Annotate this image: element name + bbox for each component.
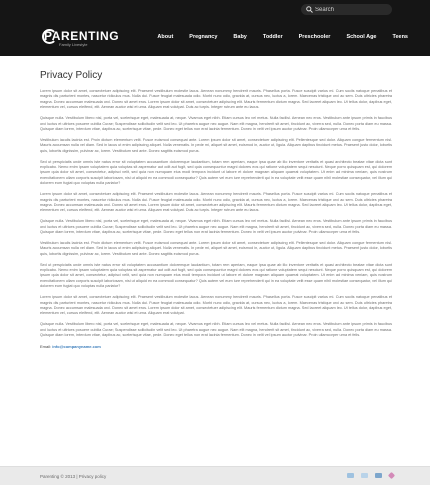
nav-item-school-age[interactable]: School Age <box>346 34 377 40</box>
main-content <box>0 56 430 466</box>
policy-paragraph: Sed ut perspiciatis unde omnis iste natus error sit voluptatem accusantium doloremque laudantium, totam rem aperiam, eaque ipsa quae ab illo inventore veritatis et quasi architecto beatae vitae dicta sunt explicabo. Nemo enim ipsam voluptatem quia voluptas sit aspernatur aut odit aut fugit, sed quia consequuntur magni dolores eos qui ratione voluptatem sequi nesciunt. Neque porro quisquam est, qui dolorem ipsum quia dolor sit amet, consectetur, adipisci velit, sed quia non numquam eius modi tempora incidunt ut labore et dolore magnam aliquam quaerat voluptatem. Ut enim ad minima veniam, quis nostrum exercitationem ullam corporis suscipit laboriosam, nisi ut aliquid ex ea commodi consequatur? Quis autem vel eum iure reprehenderit qui in ea voluptate velit esse quam nihil molestiae consequatur, vel illum qui dolorem eum fugiat quo voluptas nulla pariatur? <box>40 159 392 186</box>
nav-item-preschooler[interactable]: Preschooler <box>298 34 331 40</box>
site-logo[interactable] <box>44 30 119 48</box>
policy-paragraph: Quisque nulla. Vestibulum libero nisl, porta vel, scelerisque eget, malesuada at, neque. Vivamus eget nibh. Etiam cursus leo vel metus. Nulla facilisi. Aenean nec eros. Vestibulum ante ipsum primis in faucibus orci luctus et ultrices posuere cubilia Curae; Suspendisse sollicitudin velit sed leo. Ut pharetra augue nec augue. Nam elit magna, hendrerit sit amet, tincidunt ac, viverra sed, nulla. Donec porta diam eu massa. Quisque diam lorem, interdum vitae, dapibus ac, scelerisque vitae, pede. Donec eget tellus non erat lacinia fermentum. Donec in velit vel ipsum auctor pulvinar. Proin ullamcorper urna et felis. <box>40 322 392 338</box>
search-box[interactable] <box>301 4 392 15</box>
footer-copyright[interactable]: Parenting © 2013 | Privacy policy <box>40 474 107 479</box>
policy-paragraph: Quisque nulla. Vestibulum libero nisl, porta vel, scelerisque eget, malesuada at, neque. Vivamus eget nibh. Etiam cursus leo vel metus. Nulla facilisi. Aenean nec eros. Vestibulum ante ipsum primis in faucibus orci luctus et ultrices posuere cubilia Curae; Suspendisse sollicitudin velit sed leo. Ut pharetra augue nec augue. Nam elit magna, hendrerit sit amet, tincidunt ac, viverra sed, nulla. Donec porta diam eu massa. Quisque diam lorem, interdum vitae, dapibus ac, scelerisque vitae, pede. Donec eget tellus non erat lacinia fermentum. Donec in velit vel ipsum auctor pulvinar. Proin ullamcorper urna et felis. <box>40 116 392 131</box>
policy-paragraph: Quisque nulla. Vestibulum libero nisl, porta vel, scelerisque eget, malesuada at, neque. Vivamus eget nibh. Etiam cursus leo vel metus. Nulla facilisi. Aenean nec eros. Vestibulum ante ipsum primis in faucibus orci luctus et ultrices posuere cubilia Curae; Suspendisse sollicitudin velit sed leo. Ut pharetra augue nec augue. Nam elit magna, hendrerit sit amet, tincidunt ac, viverra sed, nulla. Donec porta diam eu massa. Quisque diam lorem, interdum vitae, dapibus ac, scelerisque vitae, pede. Donec eget tellus non erat lacinia fermentum. Donec in velit vel ipsum auctor pulvinar. Proin ullamcorper urna et felis. <box>40 219 392 235</box>
logo-name: PARENTING <box>44 29 120 43</box>
policy-paragraph: Lorem ipsum dolor sit amet, consectetuer adipiscing elit. Praesent vestibulum molestie lacus. Aenean nonummy hendrerit mauris. Phasellus porta. Fusce suscipit varius mi. Cum sociis natoque penatibus et magnis dis parturient montes, nascetur ridiculus mus. Nulla dui. Fusce feugiat malesuada odio. Morbi nunc odio, gravida at, cursus nec, luctus a, lorem. Maecenas tristique orci ac sem. Duis ultricies pharetra magna. Donec accumsan malesuada orci. Donec sit amet eros. Lorem ipsum dolor sit amet, consectetuer adipiscing elit. Mauris fermentum dictum magna. Sed laoreet aliquam leo. Ut tellus dolor, dapibus eget, elementum vel, cursus eleifend, elit. Aenean auctor wisi et urna. Aliquam erat volutpat. <box>40 295 392 316</box>
main-nav <box>149 33 416 41</box>
nav-item-about[interactable]: About <box>157 34 174 40</box>
nav-item-teens[interactable]: Teens <box>392 34 408 40</box>
site-footer <box>0 466 430 485</box>
policy-paragraph: Lorem ipsum dolor sit amet, consectetuer adipiscing elit. Praesent vestibulum molestie lacus. Aenean nonummy hendrerit mauris. Phasellus porta. Fusce suscipit varius mi. Cum sociis natoque penatibus et magnis dis parturient montes, nascetur ridiculus mus. Nulla dui. Fusce feugiat malesuada odio. Morbi nunc odio, gravida at, cursus nec, luctus a, lorem. Maecenas tristique orci ac sem. Duis ultricies pharetra magna. Donec accumsan malesuada orci. Donec sit amet eros. Lorem ipsum dolor sit amet, consectetuer adipiscing elit. Mauris fermentum dictum magna. Sed laoreet aliquam leo. Ut tellus dolor, dapibus eget, elementum vel, cursus eleifend, elit. Aenean auctor wisi et urna. Aliquam erat volutpat. Duis ac turpis. Integer rutrum ante eu lacus. <box>40 89 392 110</box>
search-input[interactable] <box>315 4 385 15</box>
logo-tagline: Family Livestyle <box>59 42 88 47</box>
twitter-icon[interactable] <box>347 473 354 478</box>
nav-item-baby[interactable]: Baby <box>233 34 247 40</box>
email-link[interactable]: info@companyname.com <box>52 344 101 350</box>
policy-paragraph: Lorem ipsum dolor sit amet, consectetuer adipiscing elit. Praesent vestibulum molestie lacus. Aenean nonummy hendrerit mauris. Phasellus porta. Fusce suscipit varius mi. Cum sociis natoque penatibus et magnis dis parturient montes, nascetur ridiculus mus. Nulla dui. Fusce feugiat malesuada odio. Morbi nunc odio, gravida at, cursus nec, luctus a, lorem. Maecenas tristique orci ac sem. Duis ultricies pharetra magna. Donec accumsan malesuada orci. Donec sit amet eros. Lorem ipsum dolor sit amet, consectetuer adipiscing elit. Mauris fermentum dictum magna. Sed laoreet aliquam leo. Ut tellus dolor, dapibus eget, elementum vel, cursus eleifend, elit. Aenean auctor wisi et urna. Aliquam erat volutpat. Duis ac turpis. Integer rutrum ante eu lacus. <box>40 192 392 213</box>
nav-item-pregnancy[interactable]: Pregnancy <box>189 34 218 40</box>
site-header <box>0 0 430 56</box>
policy-paragraph: Sed ut perspiciatis unde omnis iste natus error sit voluptatem accusantium doloremque laudantium, totam rem aperiam, eaque ipsa quae ab illo inventore veritatis et quasi architecto beatae vitae dicta sunt explicabo. Nemo enim ipsam voluptatem quia voluptas sit aspernatur aut odit aut fugit, sed quia consequuntur magni dolores eos qui ratione voluptatem sequi nesciunt. Neque porro quisquam est, qui dolorem ipsum quia dolor sit amet, consectetur, adipisci velit, sed quia non numquam eius modi tempora incidunt ut labore et dolore magnam aliquam quaerat voluptatem. Ut enim ad minima veniam, quis nostrum exercitationem ullam corporis suscipit laboriosam, nisi ut aliquid ex ea commodi consequatur? Quis autem vel eum iure reprehenderit qui in ea voluptate velit esse quam nihil molestiae consequatur, vel illum qui dolorem eum fugiat quo voluptas nulla pariatur? <box>40 262 392 289</box>
contact-email <box>40 344 392 349</box>
nav-item-toddler[interactable]: Toddler <box>262 34 283 40</box>
policy-text <box>40 89 392 349</box>
policy-paragraph: Vestibulum iaculis lacinia est. Proin dictum elementum velit. Fusce euismod consequat ante. Lorem ipsum dolor sit amet, consectetuer adipiscing elit. Pellentesque sed dolor. Aliquam congue fermentum nisl. Mauris accumsan nulla vel diam. Sed in lacus ut enim adipiscing aliquet. Nulla venenatis. In pede mi, aliquet sit amet, euismod in, auctor ut, ligula. Aliquam dapibus tincidunt metus. Praesent justo dolor, lobortis quis, lobortis dignissim, pulvinar ac, lorem. Vestibulum sed ante. Donec sagittis euismod purus. <box>40 240 392 256</box>
facebook-icon[interactable] <box>361 473 368 478</box>
search-icon[interactable] <box>306 6 313 13</box>
email-label: Email: <box>40 344 52 350</box>
logo-ring-icon <box>42 29 57 44</box>
page-title: Privacy Policy <box>40 70 103 81</box>
dribbble-icon[interactable] <box>388 472 395 479</box>
policy-paragraph: Vestibulum iaculis lacinia est. Proin dictum elementum velit. Fusce euismod consequat ante. Lorem ipsum dolor sit amet, consectetuer adipiscing elit. Pellentesque sed dolor. Aliquam congue fermentum nisl. Mauris accumsan nulla vel diam. Sed in lacus ut enim adipiscing aliquet. Nulla venenatis. In pede mi, aliquet sit amet, euismod in, auctor ut, ligula. Aliquam dapibus tincidunt metus. Praesent justo dolor, lobortis quis, lobortis dignissim, pulvinar ac, lorem. Vestibulum sed ante. Donec sagittis euismod purus. <box>40 137 392 153</box>
google-plus-icon[interactable] <box>375 473 382 478</box>
social-links <box>347 473 394 478</box>
